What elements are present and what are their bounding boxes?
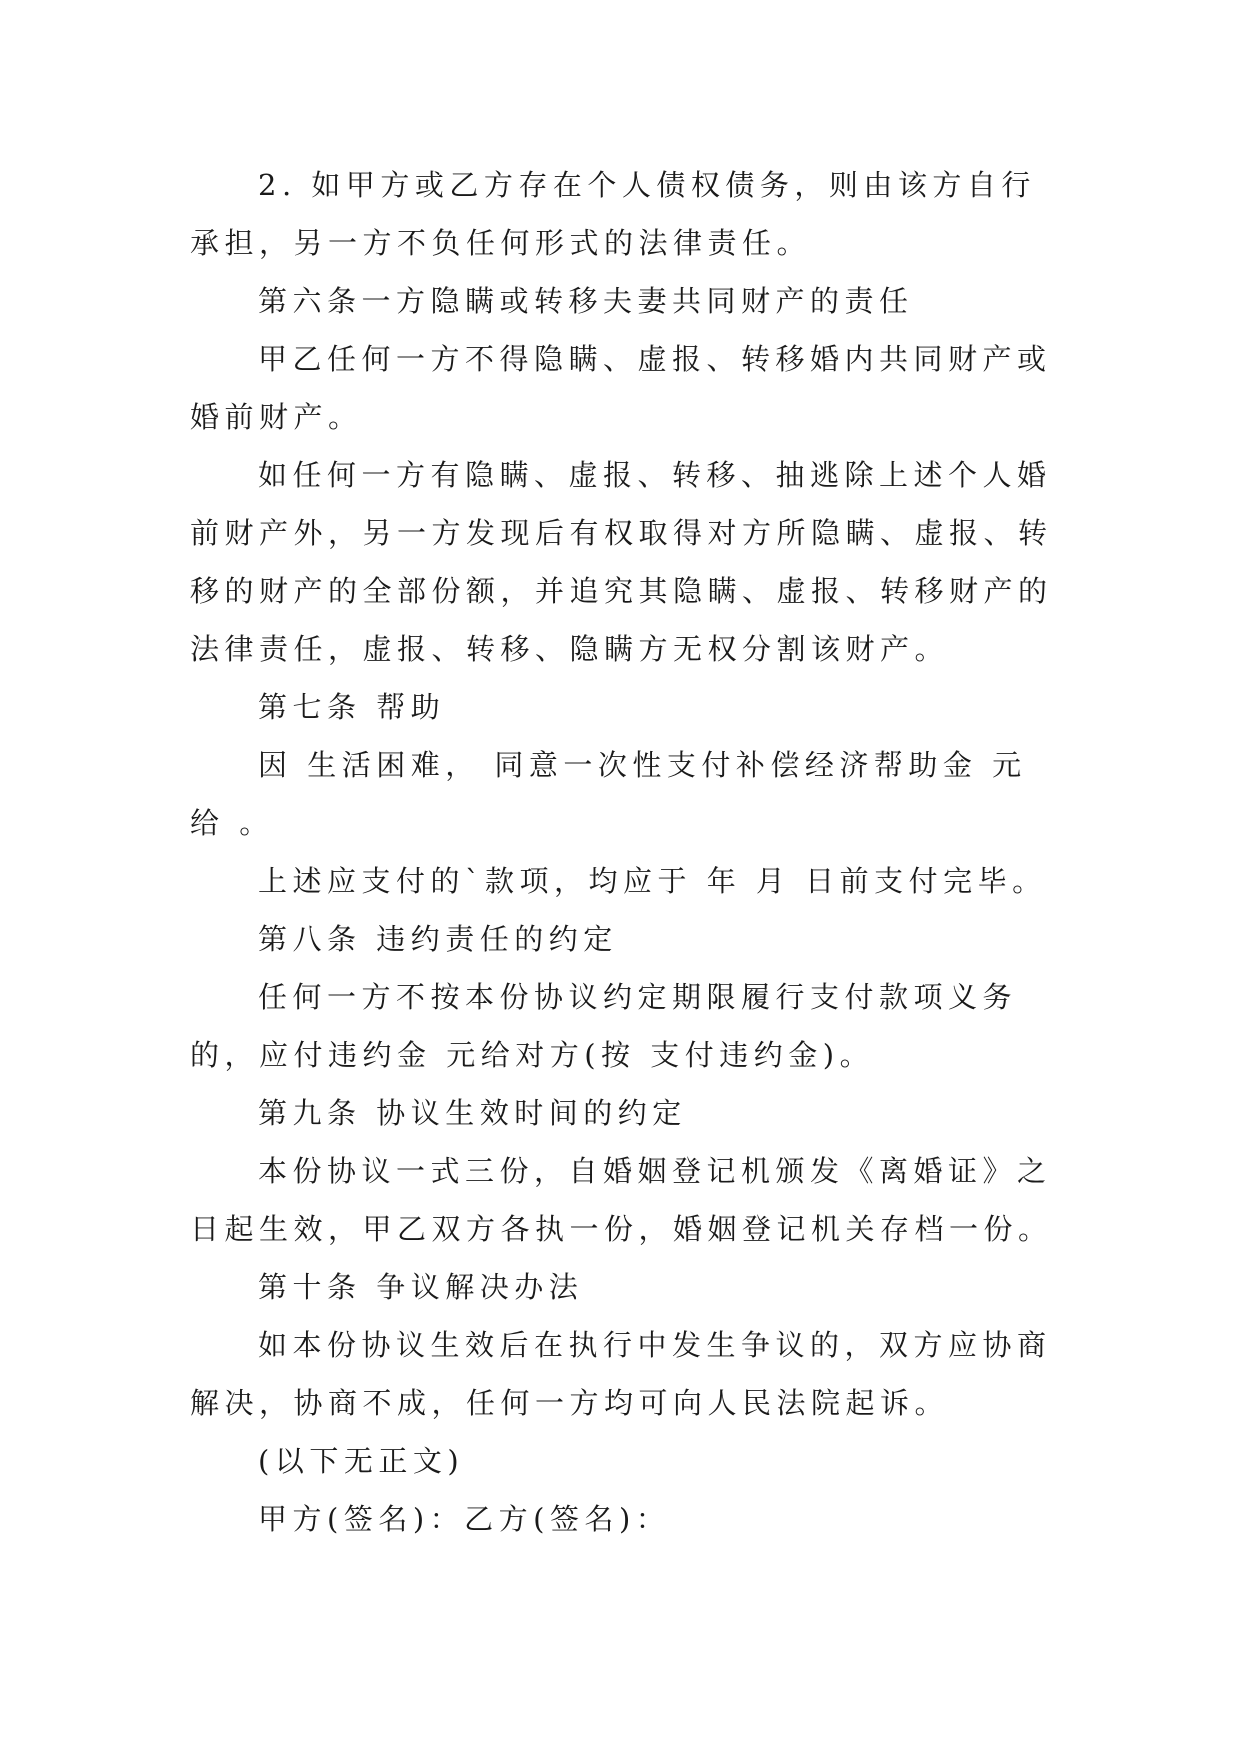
heading-article-9: 第九条 协议生效时间的约定 [258, 1096, 687, 1130]
paragraph-debt-clause: 2. 如甲方或乙方存在个人债权债务，则由该方自行承担，另一方不负任何形式的法律责任。 [190, 168, 1036, 260]
heading-article-8: 第八条 违约责任的约定 [258, 922, 618, 956]
heading-article-7: 第七条 帮助 [258, 690, 446, 724]
paragraph-effective-date: 本份协议一式三份，自婚姻登记机颁发《离婚证》之日起生效，甲乙双方各执一份，婚姻登记机关存档一份。 [190, 1154, 1053, 1246]
paragraph-concealment-penalty: 如任何一方有隐瞒、虚报、转移、抽逃除上述个人婚前财产外，另一方发现后有权取得对方所隐瞒、虚报、转移的财产的全部份额，并追究其隐瞒、虚报、转移财产的法律责任，虚报、转移、隐瞒方无权分割该财产。 [190, 458, 1053, 666]
signature-line: 甲方(签名)：乙方(签名)： [258, 1502, 671, 1536]
paragraph-breach-penalty: 任何一方不按本份协议约定期限履行支付款项义务的，应付违约金 元给对方(按 支付违约金)。 [190, 980, 1018, 1072]
document-body [190, 156, 1060, 1548]
paragraph-payment-deadline: 上述应支付的`款项，均应于 年 月 日前支付完毕。 [258, 864, 1047, 898]
heading-article-6: 第六条一方隐瞒或转移夫妻共同财产的责任 [258, 284, 914, 318]
heading-article-10: 第十条 争议解决办法 [258, 1270, 584, 1304]
paragraph-assistance-payment: 因 生活困难， 同意一次性支付补偿经济帮助金 元给 。 [190, 748, 1027, 840]
paragraph-no-concealment: 甲乙任何一方不得隐瞒、虚报、转移婚内共同财产或婚前财产。 [190, 342, 1052, 434]
paragraph-dispute-resolution: 如本份协议生效后在执行中发生争议的，双方应协商解决，协商不成，任何一方均可向人民法院起诉。 [190, 1328, 1052, 1420]
paragraph-end-of-text: (以下无正文) [258, 1444, 465, 1478]
